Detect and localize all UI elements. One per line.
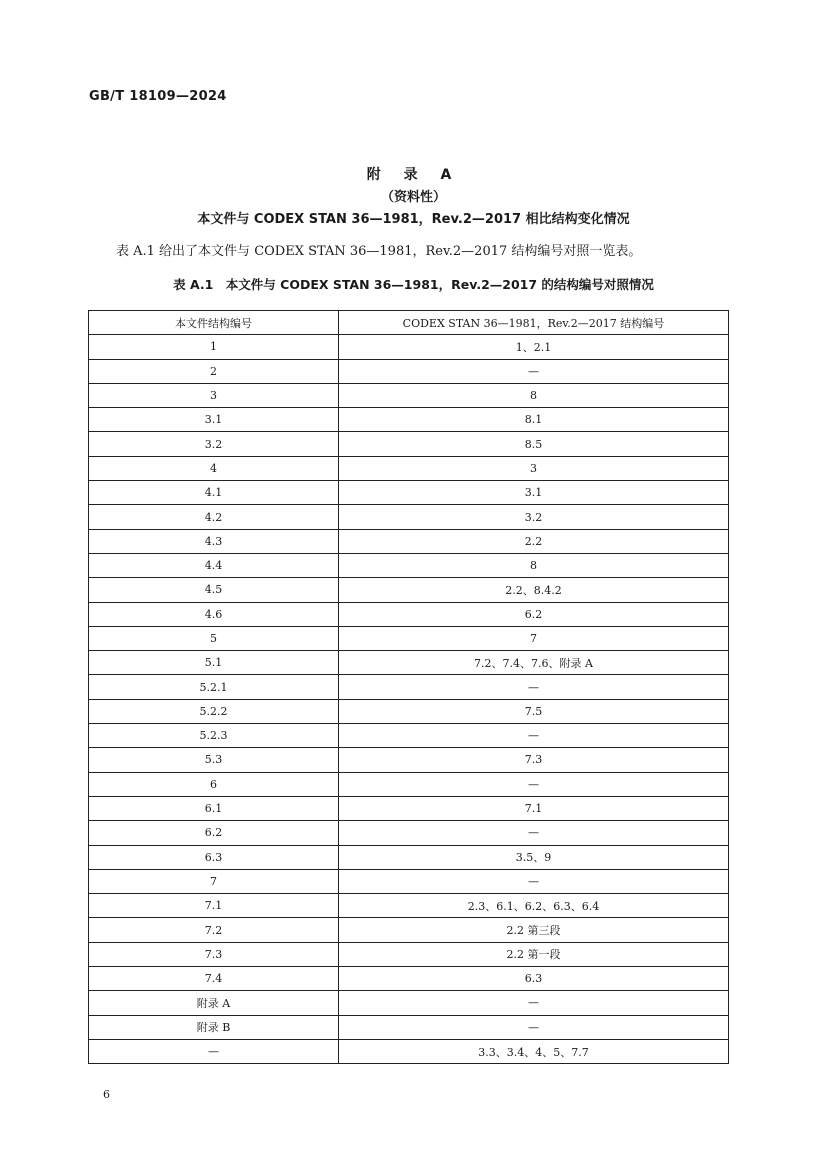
table-row: [89, 748, 729, 772]
cell-codex-number: 6.3: [339, 967, 729, 991]
cell-codex-number: —: [339, 772, 729, 796]
cell-this-document-number: 7.1: [89, 894, 339, 918]
table-row: [89, 578, 729, 602]
cell-this-document-number: 5.2.2: [89, 699, 339, 723]
table-row: [89, 505, 729, 529]
cell-codex-number: 7.3: [339, 748, 729, 772]
header-this-document: 本文件结构编号: [89, 311, 339, 335]
cell-codex-number: 3.3、3.4、4、5、7.7: [339, 1039, 729, 1063]
table-row: [89, 359, 729, 383]
table-row: [89, 408, 729, 432]
cell-this-document-number: 7: [89, 869, 339, 893]
table-row: [89, 894, 729, 918]
cell-this-document-number: 4.6: [89, 602, 339, 626]
cell-codex-number: —: [339, 359, 729, 383]
table-row: [89, 602, 729, 626]
table-row: [89, 918, 729, 942]
cell-codex-number: 1、2.1: [339, 335, 729, 359]
annex-title: 附 录 A: [366, 167, 461, 183]
cell-codex-number: 2.2 第一段: [339, 942, 729, 966]
cell-codex-number: —: [339, 991, 729, 1015]
table-header-row: [89, 311, 729, 335]
table-row: [89, 1015, 729, 1039]
table-row: [89, 821, 729, 845]
cell-codex-number: 3.1: [339, 481, 729, 505]
structure-comparison-table: [88, 310, 729, 1064]
cell-this-document-number: 1: [89, 335, 339, 359]
cell-codex-number: 3: [339, 456, 729, 480]
table-row: [89, 991, 729, 1015]
cell-codex-number: —: [339, 821, 729, 845]
cell-this-document-number: 4: [89, 456, 339, 480]
table-row: [89, 626, 729, 650]
table-row: [89, 383, 729, 407]
cell-this-document-number: 6.3: [89, 845, 339, 869]
cell-codex-number: 6.2: [339, 602, 729, 626]
cell-this-document-number: 5.2.1: [89, 675, 339, 699]
table-row: [89, 481, 729, 505]
cell-this-document-number: 4.3: [89, 529, 339, 553]
cell-this-document-number: 7.3: [89, 942, 339, 966]
cell-codex-number: 3.2: [339, 505, 729, 529]
cell-this-document-number: 4.4: [89, 553, 339, 577]
page-number: 6: [103, 1088, 110, 1101]
table-row: [89, 724, 729, 748]
table-row: [89, 651, 729, 675]
standard-code: GB/T 18109—2024: [89, 89, 227, 104]
cell-this-document-number: 4.1: [89, 481, 339, 505]
cell-this-document-number: 5.3: [89, 748, 339, 772]
cell-codex-number: 7.2、7.4、7.6、附录 A: [339, 651, 729, 675]
cell-this-document-number: 6.2: [89, 821, 339, 845]
cell-this-document-number: 7.2: [89, 918, 339, 942]
cell-codex-number: —: [339, 1015, 729, 1039]
header-codex: CODEX STAN 36—1981，Rev.2—2017 结构编号: [339, 311, 729, 335]
cell-codex-number: —: [339, 869, 729, 893]
cell-codex-number: 2.2: [339, 529, 729, 553]
table-row: [89, 456, 729, 480]
cell-this-document-number: 5: [89, 626, 339, 650]
table-row: [89, 772, 729, 796]
cell-this-document-number: 6: [89, 772, 339, 796]
intro-paragraph: 表 A.1 给出了本文件与 CODEX STAN 36—1981，Rev.2—2017 结构编号对照一览表。: [116, 244, 642, 259]
cell-this-document-number: 6.1: [89, 796, 339, 820]
cell-this-document-number: 5.2.3: [89, 724, 339, 748]
table-row: [89, 1039, 729, 1063]
table-row: [89, 432, 729, 456]
cell-codex-number: 7.1: [339, 796, 729, 820]
cell-codex-number: 3.5、9: [339, 845, 729, 869]
cell-codex-number: 8: [339, 383, 729, 407]
table-row: [89, 942, 729, 966]
cell-this-document-number: 3: [89, 383, 339, 407]
cell-codex-number: 2.3、6.1、6.2、6.3、6.4: [339, 894, 729, 918]
cell-codex-number: —: [339, 675, 729, 699]
cell-this-document-number: 3.1: [89, 408, 339, 432]
table-row: [89, 699, 729, 723]
cell-codex-number: 8.5: [339, 432, 729, 456]
table-row: [89, 796, 729, 820]
table-row: [89, 869, 729, 893]
table-row: [89, 967, 729, 991]
table-caption: 表 A.1 本文件与 CODEX STAN 36—1981，Rev.2—2017 的结构编号对照情况: [173, 277, 654, 292]
cell-codex-number: 8: [339, 553, 729, 577]
table-row: [89, 675, 729, 699]
cell-this-document-number: 3.2: [89, 432, 339, 456]
cell-codex-number: 2.2 第三段: [339, 918, 729, 942]
annex-heading: 本文件与 CODEX STAN 36—1981，Rev.2—2017 相比结构变化情况: [197, 212, 630, 227]
cell-this-document-number: —: [89, 1039, 339, 1063]
cell-this-document-number: 附录 B: [89, 1015, 339, 1039]
table-row: [89, 335, 729, 359]
annex-type: （资料性）: [380, 190, 446, 205]
cell-codex-number: 8.1: [339, 408, 729, 432]
cell-this-document-number: 附录 A: [89, 991, 339, 1015]
cell-codex-number: 7.5: [339, 699, 729, 723]
cell-this-document-number: 7.4: [89, 967, 339, 991]
cell-codex-number: —: [339, 724, 729, 748]
table-row: [89, 553, 729, 577]
cell-this-document-number: 2: [89, 359, 339, 383]
cell-this-document-number: 4.2: [89, 505, 339, 529]
cell-this-document-number: 5.1: [89, 651, 339, 675]
table-row: [89, 529, 729, 553]
cell-codex-number: 2.2、8.4.2: [339, 578, 729, 602]
cell-this-document-number: 4.5: [89, 578, 339, 602]
cell-codex-number: 7: [339, 626, 729, 650]
table-row: [89, 845, 729, 869]
